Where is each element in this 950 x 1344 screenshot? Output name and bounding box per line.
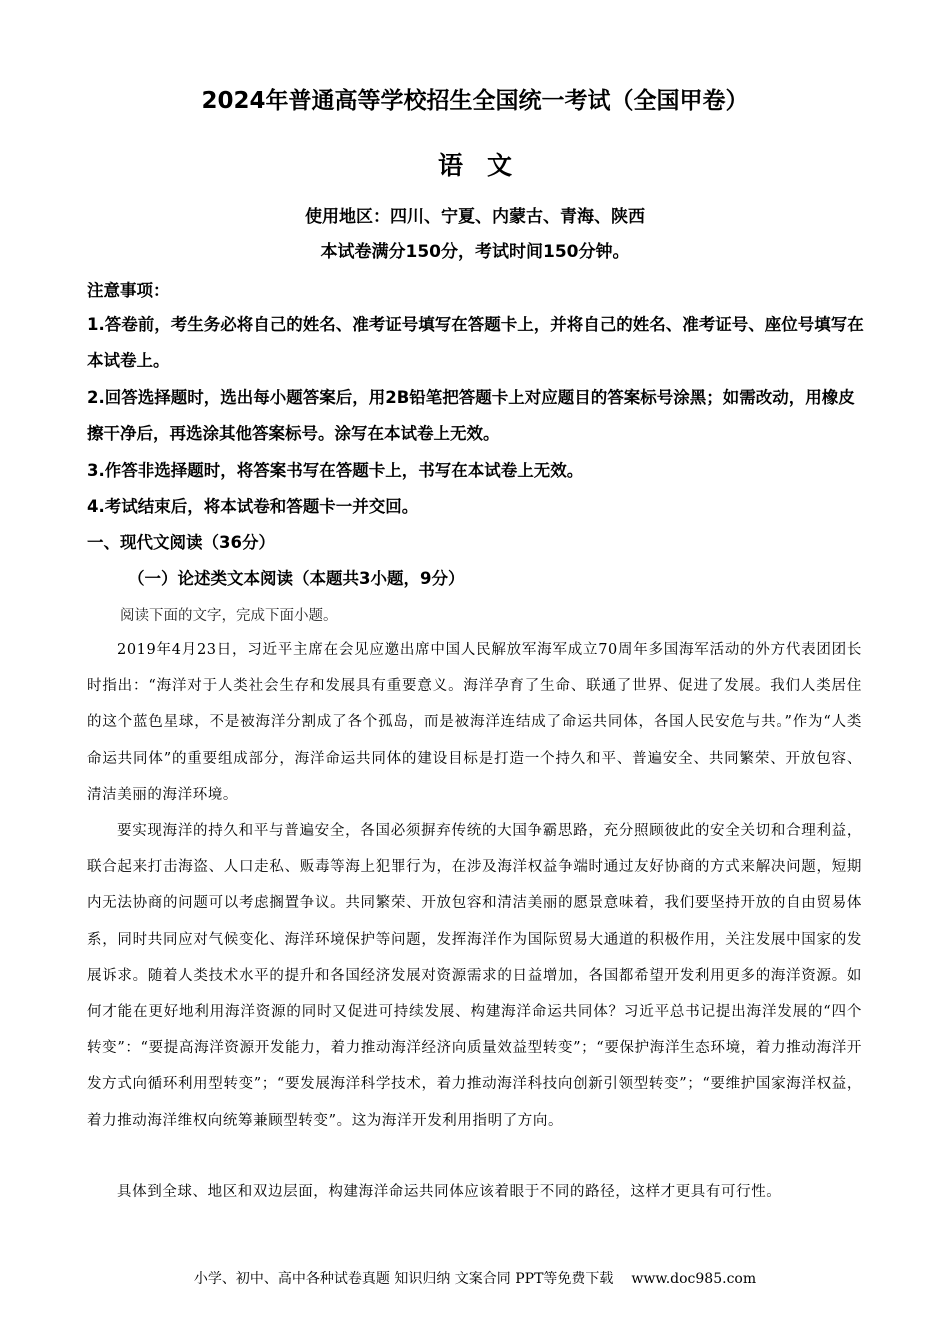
exam-title: 2024年普通高等学校招生全国统一考试（全国甲卷） <box>201 88 749 114</box>
passage-paragraph-3: 具体到全球、地区和双边层面，构建海洋命运共同体应该着眼于不同的路径，这样才更具有可行性。 <box>117 1184 782 1200</box>
notice-heading: 注意事项： <box>87 281 170 300</box>
passage-paragraph-2: 要实现海洋的持久和平与普遍安全，各国必须摒弃传统的大国争霸思路，充分照顾彼此的安全关切和合理利益，联合起来打击海盗、人口走私、贩毒等海上犯罪行为，在涉及海洋权益争端时通过友好协商的方式来解决问题，短期内无法协商的问题可以考虑搁置争议。共同繁荣、开放包容和清洁美丽的愿景意味着，我们要坚持开放的自由贸易体系，同时共同应对气候变化、海洋环境保护等问题，发挥海洋作为国际贸易大通道的积极作用，关注发展中国家的发展诉求。随着人类技术水平的提升和各国经济发展对资源需求的日益增加，各国都希望开发利用更多的海洋资源。如何才能在更好地利用海洋资源的同时又促进可持续发展、构建海洋命运共同体？习近平总书记提出海洋发展的“四个转变”：“要提高海洋资源开发能力，着力推动海洋经济向质量效益型转变”；“要保护海洋生态环境，着力推动海洋开发方式向循环利用型转变”；“要发展海洋科学技术，着力推动海洋科技向创新引领型转变”；“要维护国家海洋权益，着力推动海洋维权向统筹兼顾型转变”。这为海洋开发利用指明了方向。 <box>87 823 862 1129</box>
footer-text: 小学、初中、高中各种试卷真题 知识归纳 文案合同 PPT等免费下载 <box>193 1271 614 1287</box>
regions-line: 使用地区：四川、宁夏、内蒙古、青海、陕西 <box>305 207 645 227</box>
reading-instruction: 阅读下面的文字，完成下面小题。 <box>120 608 338 624</box>
score-time-line: 本试卷满分150分，考试时间150分钟。 <box>320 242 630 262</box>
notice-item-2: 2.回答选择题时，选出每小题答案后，用2B铅笔把答题卡上对应题目的答案标号涂黑；如需改动，用橡皮擦干净后，再选涂其他答案标号。涂写在本试卷上无效。 <box>87 388 855 443</box>
page-footer <box>0 1268 950 1290</box>
subject-title: 语文 <box>437 151 536 180</box>
notice-item-4: 4.考试结束后，将本试卷和答题卡一并交回。 <box>87 497 419 516</box>
section-heading: 一、现代文阅读（36分） <box>87 533 275 552</box>
passage-paragraph-1: 2019年4月23日，习近平主席在会见应邀出席中国人民解放军海军成立70周年多国海军活动的外方代表团团长时指出：“海洋对于人类社会生存和发展具有重要意义。海洋孕育了生命、联通了世界、促进了发展。我们人类居住的这个蓝色星球，不是被海洋分割成了各个孤岛，而是被海洋连结成了命运共同体，各国人民安危与共。”作为“人类命运共同体”的重要组成部分，海洋命运共同体的建设目标是打造一个持久和平、普遍安全、共同繁荣、开放包容、清洁美丽的海洋环境。 <box>87 642 862 803</box>
footer-url[interactable]: www.doc985.com <box>631 1271 757 1287</box>
subsection-heading: （一）论述类文本阅读（本题共3小题，9分） <box>128 569 465 588</box>
notice-item-3: 3.作答非选择题时，将答案书写在答题卡上，书写在本试卷上无效。 <box>87 461 584 480</box>
notice-item-1: 1.答卷前，考生务必将自己的姓名、准考证号填写在答题卡上，并将自己的姓名、准考证号、座位号填写在本试卷上。 <box>87 315 864 370</box>
